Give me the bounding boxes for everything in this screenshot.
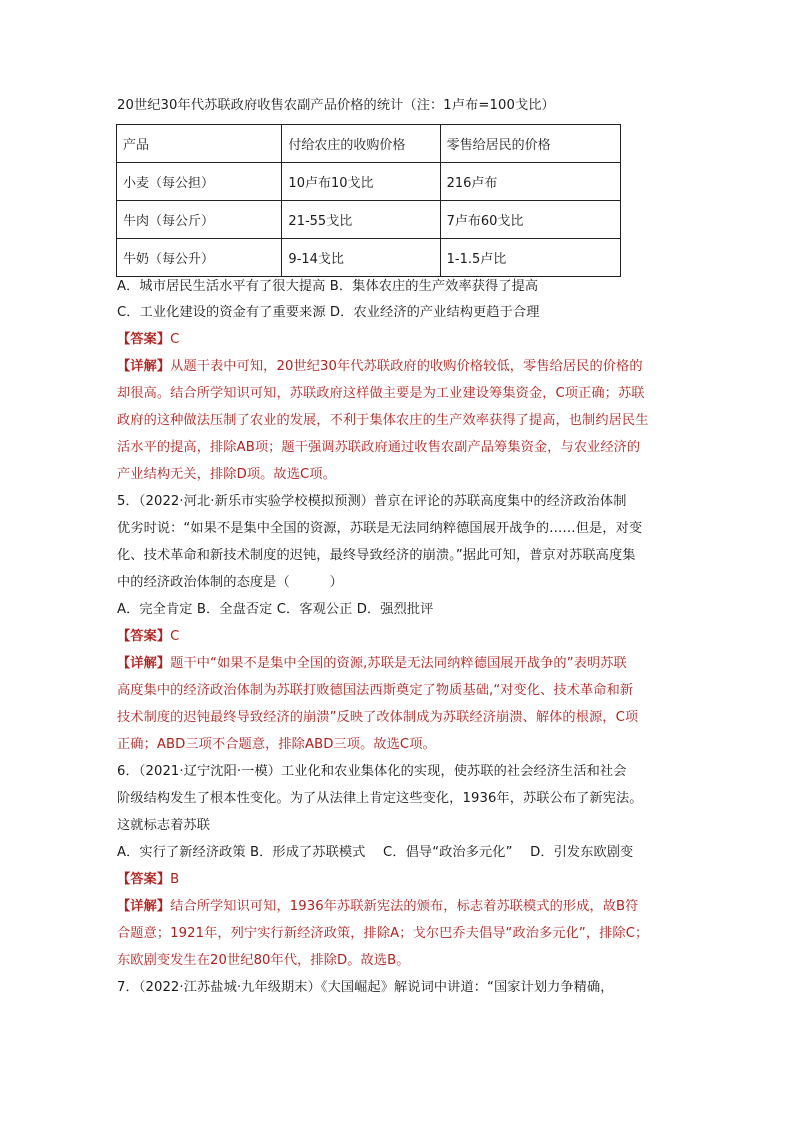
q5-stem-line: 中的经济政治体制的态度是（ ）: [117, 575, 343, 590]
table-header-cell: 付给农庄的收购价格: [282, 125, 440, 163]
q5-detail-line: 正确；ABD三项不合题意，排除ABD三项。故选C项。: [117, 737, 436, 752]
answer-label: 【答案】: [117, 332, 171, 347]
q6-options: A．实行了新经济政策 B．形成了苏联模式 C．倡导“政治多元化” D．引发东欧剧变: [117, 845, 634, 860]
detail-label: 【详解】: [117, 656, 171, 671]
q6-stem-line: 阶级结构发生了根本性变化。为了从法律上肯定这些变化，1936年，苏联公布了新宪法。: [117, 791, 643, 806]
q4-detail-line: 政府的这种做法压制了农业的发展，不利于集体农庄的生产效率获得了提高，也制约居民生: [117, 413, 649, 428]
table-cell: 牛肉（每公斤）: [117, 201, 282, 239]
answer-value: C: [170, 629, 180, 644]
q5-answer: [117, 628, 677, 646]
table-row: [117, 201, 621, 239]
q4-options-cd: C．工业化建设的资金有了重要来源 D．农业经济的产业结构更趋于合理: [117, 305, 540, 320]
q6-detail-line: 东欧剧变发生在20世纪80年代，排除D。故选B。: [117, 953, 410, 968]
q5-stem-line: 5．（2022·河北·新乐市实验学校模拟预测）普京在评论的苏联高度集中的经济政治体制: [117, 494, 627, 509]
table-cell: 10卢布10戈比: [282, 163, 440, 201]
table-cell: 小麦（每公担）: [117, 163, 282, 201]
q7-stem-line: 7．（2022·江苏盐城·九年级期末）《大国崛起》解说词中讲道：“国家计划力争精确，: [117, 980, 614, 995]
detail-label: 【详解】: [117, 899, 171, 914]
table-cell: 1-1.5卢比: [440, 239, 620, 277]
table-header-cell: 产品: [117, 125, 282, 163]
answer-label: 【答案】: [117, 629, 171, 644]
q4-options-ab: A．城市居民生活水平有了很大提高 B．集体农庄的生产效率获得了提高: [117, 279, 539, 294]
q4-detail-line: [117, 358, 677, 376]
q5-options: A．完全肯定 B．全盘否定 C．客观公正 D．强烈批评: [117, 602, 434, 617]
table-cell: 21-55戈比: [282, 201, 440, 239]
price-table: [116, 124, 621, 277]
detail-text: 结合所学知识可知，1936年苏联新宪法的颁布，标志着苏联模式的形成，故B符: [170, 899, 639, 914]
answer-value: B: [170, 872, 180, 887]
detail-label: 【详解】: [117, 359, 171, 374]
table-cell: 216卢布: [440, 163, 620, 201]
answer-value: C: [170, 332, 180, 347]
q5-detail-line: [117, 655, 677, 673]
q4-detail-line: 活水平的提高，排除AB项；题干强调苏联政府通过收售农副产品筹集资金，与农业经济的: [117, 440, 641, 455]
q5-stem-line: 优劣时说：“如果不是集中全国的资源，苏联是无法同纳粹德国展开战争的……但是，对变: [117, 521, 643, 536]
table-cell: 7卢布60戈比: [440, 201, 620, 239]
detail-text: 从题干表中可知，20世纪30年代苏联政府的收购价格较低，零售给居民的价格的: [170, 359, 643, 374]
q5-stem-line: 化、技术革命和新技术制度的迟钝，最终导致经济的崩溃。”据此可知，普京对苏联高度集: [117, 548, 636, 563]
q6-detail-line: 合题意；1921年，列宁实行新经济政策，排除A；戈尔巴乔夫倡导“政治多元化”，排除C；: [117, 926, 649, 941]
q4-detail-line: 却很高。结合所学知识可知，苏联政府这样做主要是为工业建设筹集资金，C项正确；苏联: [117, 386, 645, 401]
table-row: [117, 163, 621, 201]
table-cell: 牛奶（每公升）: [117, 239, 282, 277]
detail-text: 题干中“如果不是集中全国的资源,苏联是无法同纳粹德国展开战争的”表明苏联: [170, 656, 627, 671]
table-row: [117, 239, 621, 277]
table-cell: 9-14戈比: [282, 239, 440, 277]
table-header-row: [117, 125, 621, 163]
q6-answer: [117, 871, 677, 889]
answer-label: 【答案】: [117, 872, 171, 887]
table-header-cell: 零售给居民的价格: [440, 125, 620, 163]
q5-detail-line: 高度集中的经济政治体制为苏联打败德国法西斯奠定了物质基础,“对变化、技术革命和新: [117, 683, 634, 698]
q4-answer: [117, 331, 677, 349]
q5-detail-line: 技术制度的迟钝最终导致经济的崩溃”反映了改体制成为苏联经济崩溃、解体的根源，C项: [117, 710, 639, 725]
q6-stem-line: 这就标志着苏联: [117, 818, 211, 833]
q4-detail-line: 产业结构无关，排除D项。故选C项。: [117, 467, 336, 482]
q6-detail-line: [117, 898, 677, 916]
table-caption: 20世纪30年代苏联政府收售农副产品价格的统计（注：1卢布=100戈比）: [117, 98, 555, 113]
q6-stem-line: 6．（2021·辽宁沈阳·一模）工业化和农业集体化的实现，使苏联的社会经济生活和社会: [117, 764, 627, 779]
